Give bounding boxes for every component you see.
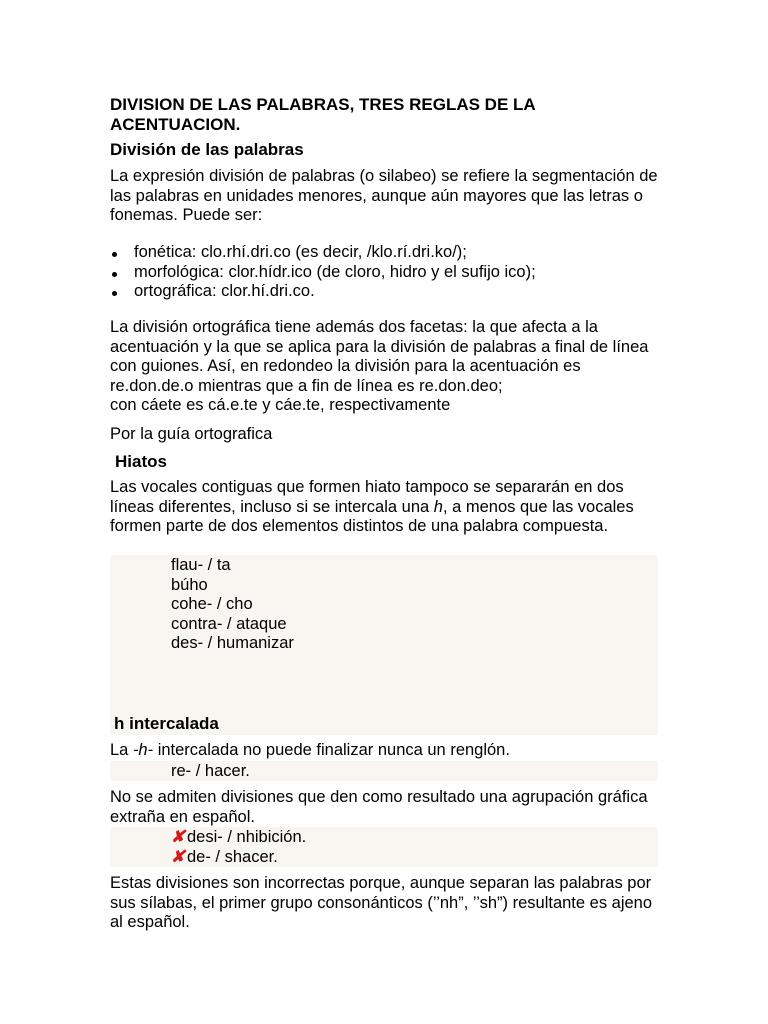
list-item: morfológica: clor.hídr.ico (de cloro, hidro y el sufijo ico); (110, 263, 662, 283)
hiatos-text-cont: , a menos que las vocales formen parte de dos elementos distintos de una palabra compuesta. (110, 497, 634, 536)
hiato-example: flau- / ta (171, 556, 231, 574)
hiato-example: cohe- / cho (171, 595, 253, 613)
hiatos-text: Las vocales contiguas que formen hiato tampoco se separarán en dos líneas diferentes, incluso si se intercala una (110, 478, 624, 516)
h-rule-paragraph (110, 741, 662, 761)
document-title: DIVISION DE LAS PALABRAS, TRES REGLAS DE LA ACENTUACION. (110, 95, 536, 134)
hiatos-paragraph (110, 478, 662, 537)
section-heading-hiatos: Hiatos (115, 452, 167, 471)
hiato-example: contra- / ataque (171, 615, 287, 633)
section-heading-division: División de las palabras (110, 140, 304, 159)
h-rule-text-cont: intercalada no puede finalizar nunca un renglón. (153, 741, 510, 759)
division-types-list (110, 243, 662, 302)
h-rule-h: -h- (132, 741, 154, 759)
cross-mark-icon: ✘ (171, 848, 185, 866)
list-item: fonética: clo.rhí.dri.co (es decir, /klo.rí.dri.ko/); (110, 243, 662, 263)
hiato-example: búho (171, 576, 208, 594)
h-example: re- / hacer. (171, 762, 250, 780)
intro-paragraph: La expresión división de palabras (o silabeo) se refiere la segmentación de las palabras en unidades menores, aunque aún mayores que las letras o fonemas. Puede ser: (110, 167, 658, 225)
incorrect-example-text: de- / shacer. (187, 848, 278, 866)
cross-mark-icon: ✘ (171, 828, 185, 846)
section-heading-h-intercalada: h intercalada (114, 714, 219, 733)
facets-text-cont: con cáete es cá.e.te y cáe.te, respectivamente (110, 396, 451, 415)
explanation-paragraph: Estas divisiones son incorrectas porque, aunque separan las palabras por sus sílabas, el primer grupo consonánticos (’’nh”, ’’sh”) resultante es ajeno al español. (110, 874, 653, 932)
guide-line: Por la guía ortografica (110, 425, 273, 443)
facets-paragraph (110, 318, 662, 416)
facets-text: La división ortográfica tiene además dos facetas: la que afecta a la acentuación y la que se aplica para la división de palabras a final de línea con guiones. Así, en redondeo la división para la acentuación es re.don.de.o mientras que a fin de línea es re.don.deo; (110, 318, 649, 395)
hiato-example: des- / humanizar (171, 634, 294, 652)
incorrect-example (171, 848, 278, 868)
no-admit-paragraph: No se admiten divisiones que den como resultado una agrupación gráfica extraña en español. (110, 788, 648, 826)
list-item: ortográfica: clor.hí.dri.co. (110, 282, 662, 302)
incorrect-example (171, 828, 306, 848)
h-rule-text: La (110, 741, 133, 759)
incorrect-example-text: desi- / nhibición. (187, 828, 307, 846)
hiatos-h: h (433, 497, 443, 516)
